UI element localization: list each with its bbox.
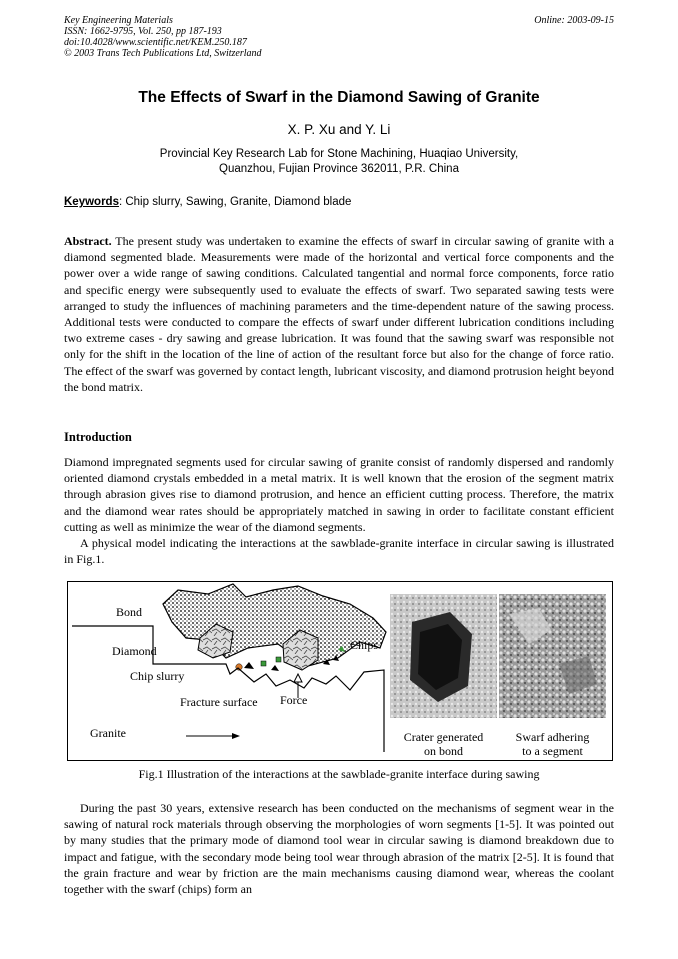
body-paragraph: During the past 30 years, extensive research has been conducted on the mechanisms of segment wear in the sawing of natural rock materials through observing the morphologies of worn segments [1-5]. It was pointed out by many studies that the primary mode of diamond tool wear in circular sawing is diamond breakdown due to impact and fatigue, with the secondary mode being tool wear through abrasion of the matrix [2-5]. It is found that the grain fracture and wear by friction are the main mechanisms causing diamond wear, whereas the coolant together with the swarf (chips) form an: [64, 801, 614, 897]
photo1-caption-line-1: Crater generated: [403, 730, 484, 744]
force-label: Force: [280, 693, 308, 707]
journal-name: Key Engineering Materials: [64, 15, 173, 26]
abstract-label: Abstract.: [64, 234, 112, 248]
affiliation-line-2: Quanzhou, Fujian Province 362011, P.R. China: [219, 163, 459, 175]
fracture-surface-label: Fracture surface: [180, 695, 258, 709]
granite-label: Granite: [90, 726, 126, 740]
chips-label: Chips: [350, 638, 379, 652]
photo2-caption: [499, 730, 606, 758]
online-date: Online: 2003-09-15: [534, 15, 614, 26]
keywords-label: Keywords: [64, 196, 119, 208]
figure-1: [67, 581, 613, 761]
introduction-paragraph-1: Diamond impregnated segments used for circular sawing of granite consist of randomly dispersed and randomly oriented diamond crystals embedded in a metal matrix. It is well known that the erosion of the segment matrix through abrasion gives rise to diamond protrusion, and hence an efficient cutting process. Therefore, the matrix and the diamond wear rates should be appropriately matched in sawing in order to facilitate constant efficient cutting as well as minimize the wear of the diamond segments.: [64, 455, 614, 534]
doi-line: doi:10.4028/www.scientific.net/KEM.250.187: [64, 37, 247, 48]
chip-particle: [276, 657, 281, 662]
chip-slurry-label: Chip slurry: [130, 669, 185, 683]
figure-1-caption: Fig.1 Illustration of the interactions at the sawblade-granite interface during sawing: [138, 767, 540, 781]
swarf-photo: [499, 594, 606, 718]
force-arrowhead: [294, 674, 302, 682]
photo2-caption-line-2: to a segment: [522, 744, 583, 758]
keywords: [64, 196, 351, 208]
feed-arrowhead: [232, 733, 240, 739]
photo2-caption-line-1: Swarf adhering: [515, 730, 590, 744]
chip-particle: [271, 665, 279, 671]
abstract-text: The present study was undertaken to examine the effects of swarf in circular sawing of granite with a diamond segmented blade. Measurements were made of the horizontal and vertical force components and the power over a wide range of sawing conditions. Calculated tangential and normal force components, force ratio and specific energy were subsequently used to evaluate the effects of swarf. Two separated sawing tests were arranged to study the influences of machining parameters and the time-dependent nature of the sawing process. Additional tests were conducted to compare the effects of swarf under different lubrication conditions including two extreme cases - dry sawing and grease lubrication. It was found that the sawing swarf was responsible not only for the shift in the location of the line of action of the resultant force but also for the change of force ratio. The effect of the swarf was governed by contact length, lubricant viscosity, and diamond protrusion height beyond the bond matrix.: [64, 234, 614, 394]
issn-line: ISSN: 1662-9795, Vol. 250, pp 187-193: [64, 26, 222, 37]
photo1-caption: [390, 730, 497, 758]
paper-title: The Effects of Swarf in the Diamond Sawing of Granite: [138, 89, 540, 106]
affiliation-line-1: Provincial Key Research Lab for Stone Machining, Huaqiao University,: [159, 148, 519, 160]
keywords-text: : Chip slurry, Sawing, Granite, Diamond blade: [118, 196, 352, 208]
journal-header: [64, 15, 262, 59]
crater-photo: [390, 594, 497, 718]
bond-label: Bond: [116, 605, 143, 619]
chip-particle: [244, 662, 254, 669]
introduction-heading: Introduction: [64, 430, 132, 444]
abstract: [64, 233, 614, 395]
chip-particle: [261, 661, 266, 666]
affiliation: [0, 147, 678, 177]
diamond-label: Diamond: [112, 644, 157, 658]
introduction-paragraph-2: A physical model indicating the interactions at the sawblade-granite interface in circular sawing is illustrated in Fig.1.: [64, 536, 614, 567]
authors: X. P. Xu and Y. Li: [287, 122, 391, 137]
bond-segment: [163, 584, 386, 666]
copyright-line: © 2003 Trans Tech Publications Ltd, Switzerland: [64, 48, 262, 59]
photo1-caption-line-2: on bond: [424, 744, 463, 758]
